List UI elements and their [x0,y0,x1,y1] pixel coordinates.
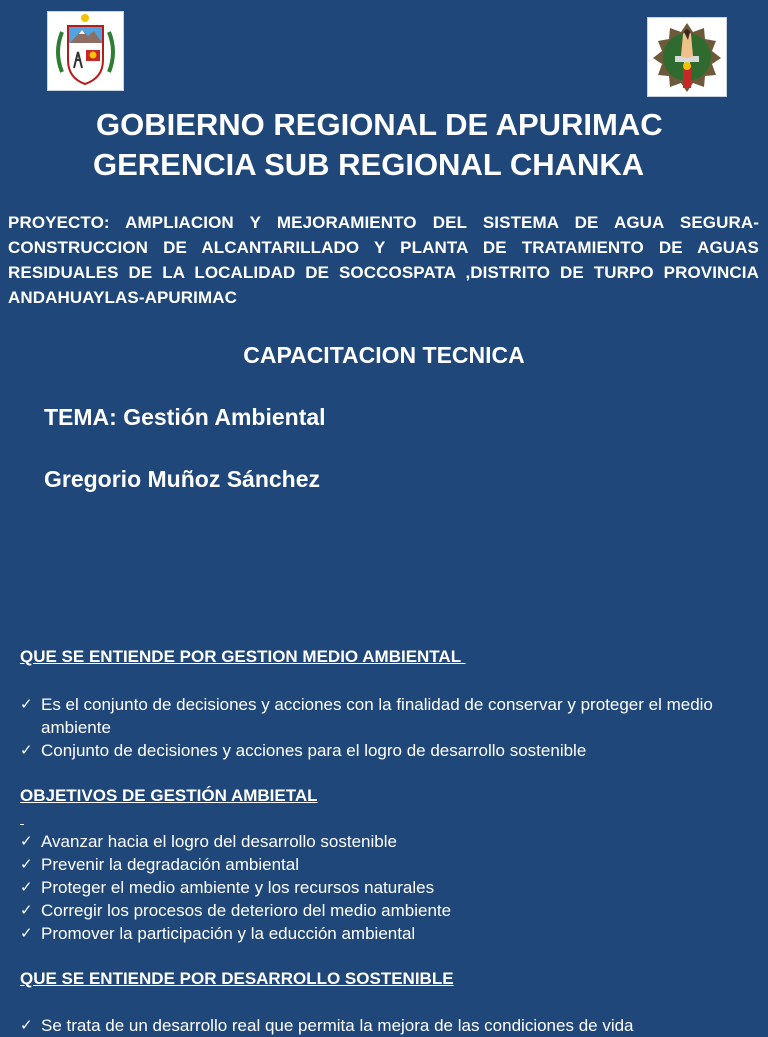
list-item [20,922,755,945]
list-item [20,693,755,739]
section-title: OBJETIVOS DE GESTIÓN AMBIETAL [20,786,318,805]
topic-heading: TEMA: Gestión Ambiental [44,404,326,430]
sustainable-development-list [20,1014,755,1037]
checkmark-icon: ✓ [20,902,33,919]
shield-emblem-icon [48,12,123,90]
list-item [20,830,755,853]
section-title: QUE SE ENTIENDE POR DESARROLLO SOSTENIBLE [20,969,454,988]
list-item [20,853,755,876]
list-item [20,876,755,899]
list-item [20,739,755,762]
chanka-gear-emblem-logo [647,17,727,97]
list-item [20,1014,755,1037]
checkmark-icon: ✓ [20,833,33,850]
checkmark-icon: ✓ [20,925,33,942]
underline-mark [20,810,24,826]
list-item-text: Avanzar hacia el logro del desarrollo sostenible [41,832,397,851]
definition-list [20,693,755,762]
list-item-text: Conjunto de decisiones y acciones para el logro de desarrollo sostenible [41,741,587,760]
list-item-text: Prevenir la degradación ambiental [41,855,299,874]
government-title: GOBIERNO REGIONAL DE APURIMAC [96,107,663,142]
list-item-text: Proteger el medio ambiente y los recursos naturales [41,878,435,897]
list-item-text: Es el conjunto de decisiones y acciones con la finalidad de conservar y proteger el medio ambiente [41,695,713,737]
list-item [20,899,755,922]
checkmark-icon: ✓ [20,879,33,896]
gear-emblem-icon [648,18,726,96]
section-title: QUE SE ENTIENDE POR GESTION MEDIO AMBIENTAL [20,647,466,666]
training-heading: CAPACITACION TECNICA [243,342,525,368]
list-item-text: Corregir los procesos de deterioro del medio ambiente [41,901,452,920]
subregional-title: GERENCIA SUB REGIONAL CHANKA [93,147,645,182]
list-item-text: Promover la participación y la educción ambiental [41,924,416,943]
list-item-text: Se trata de un desarrollo real que permita la mejora de las condiciones de vida [41,1016,634,1035]
checkmark-icon: ✓ [20,742,33,759]
objectives-list [20,830,755,945]
regional-coat-of-arms-logo [47,11,124,91]
checkmark-icon: ✓ [20,696,33,713]
project-description: PROYECTO: AMPLIACION Y MEJORAMIENTO DEL SISTEMA DE AGUA SEGURA-CONSTRUCCION DE ALCANTARILLADO Y PLANTA DE TRATAMIENTO DE AGUAS RESIDUALES DE LA LOCALIDAD DE SOCCOSPATA ,DISTRITO DE TURPO PROVINCIA ANDAHUAYLAS-APURIMAC [8,213,759,307]
checkmark-icon: ✓ [20,1017,33,1034]
checkmark-icon: ✓ [20,856,33,873]
author-name: Gregorio Muñoz Sánchez [44,466,321,492]
